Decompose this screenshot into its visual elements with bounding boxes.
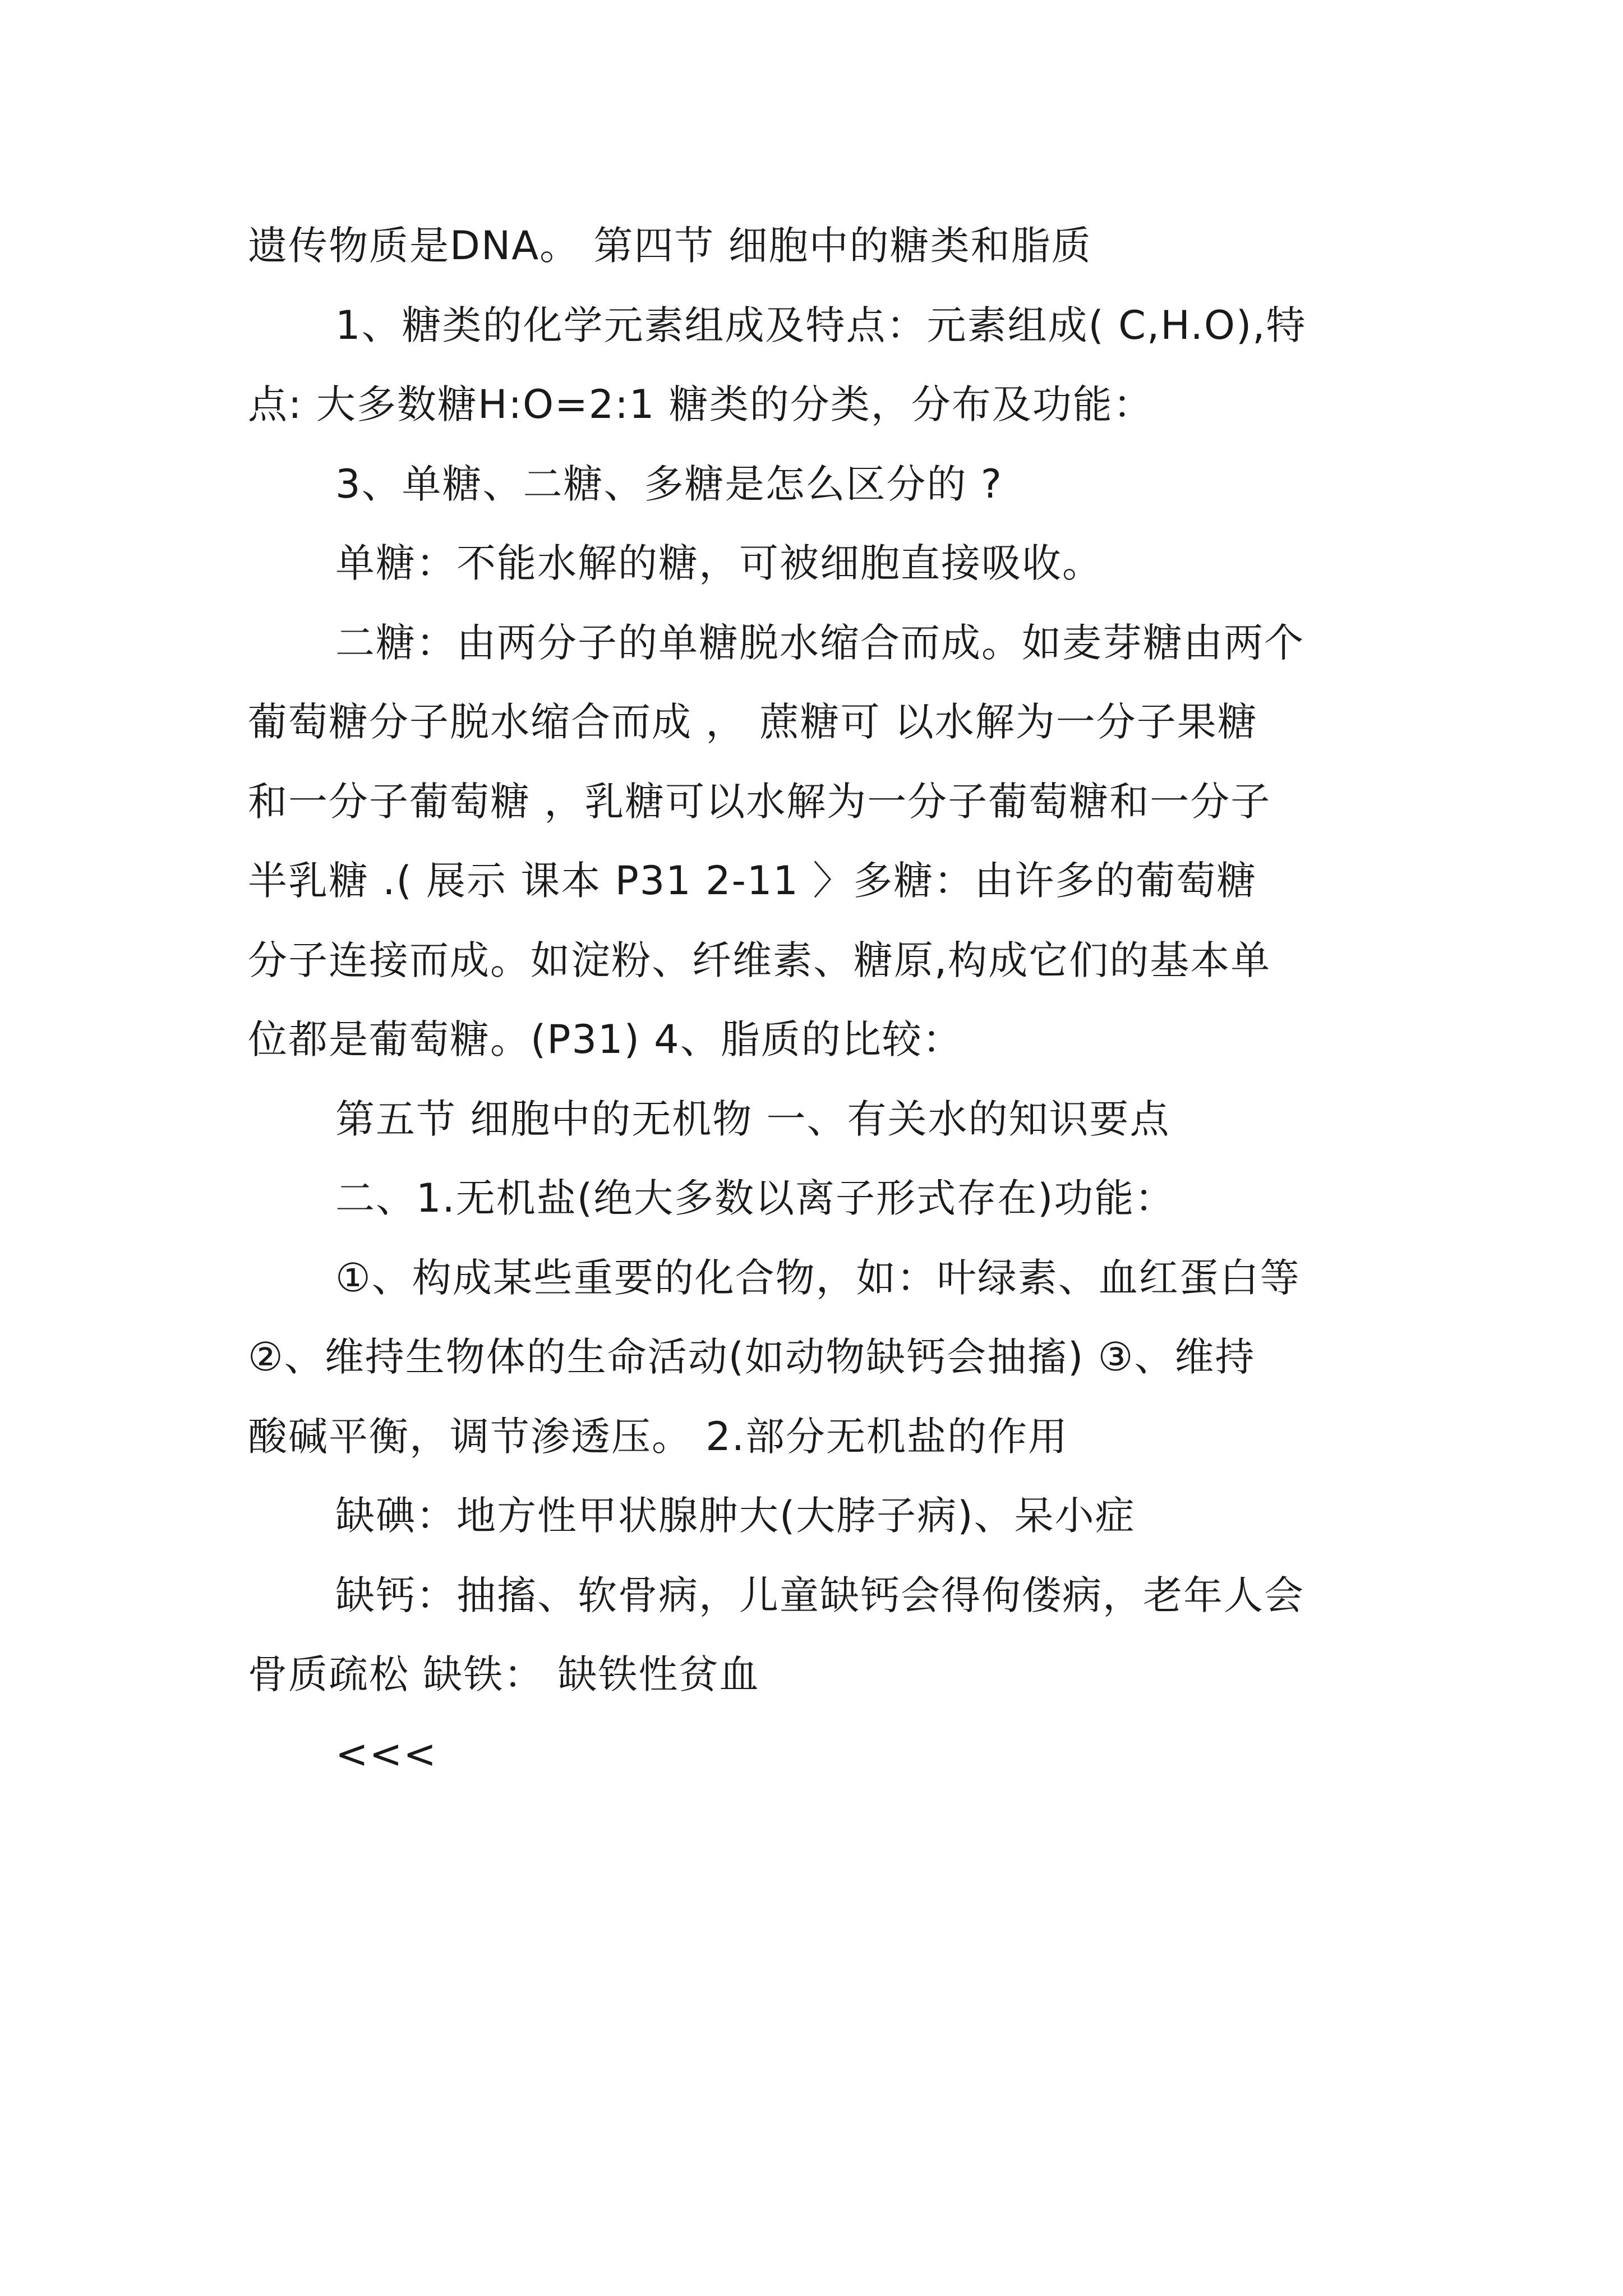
text-line-17: 缺碘：地方性甲状腺肿大(大脖子病)、呆小症 xyxy=(335,1493,1136,1539)
text-line-6: 二糖：由两分子的单糖脱水缩合而成。如麦芽糖由两个 xyxy=(335,619,1304,666)
text-line-4: 3、单糖、二糖、多糖是怎么区分的 ? xyxy=(335,461,1003,507)
text-line-14: ①、构成某些重要的化合物，如：叶绿素、血红蛋白等 xyxy=(335,1254,1301,1301)
text-line-5: 单糖：不能水解的糖，可被细胞直接吸收。 xyxy=(335,540,1103,586)
text-line-7: 葡萄糖分子脱水缩合而成 ， 蔗糖可 以水解为一分子果糖 xyxy=(248,699,1258,745)
text-line-1: 遗传物质是DNA。 第四节 细胞中的糖类和脂质 xyxy=(248,223,1092,269)
text-line-16: 酸碱平衡，调节渗透压。 2.部分无机盐的作用 xyxy=(248,1413,1069,1460)
text-line-15: ②、维持生物体的生命活动(如动物缺钙会抽搐) ③、维持 xyxy=(248,1334,1256,1380)
document-body xyxy=(248,206,1392,1794)
text-line-20: <<< xyxy=(335,1731,437,1777)
text-line-2: 1、糖类的化学元素组成及特点：元素组成( C,H.O),特 xyxy=(335,302,1307,348)
text-line-8: 和一分子葡萄糖 ，乳糖可以水解为一分子葡萄糖和一分子 xyxy=(248,778,1271,825)
text-line-3: 点: 大多数糖H:O=2:1 糖类的分类，分布及功能： xyxy=(248,381,1154,427)
text-line-13: 二、1.无机盐(绝大多数以离子形式存在)功能： xyxy=(335,1175,1175,1221)
text-line-18: 缺钙：抽搐、软骨病，儿童缺钙会得佝偻病，老年人会 xyxy=(335,1572,1304,1618)
text-line-9: 半乳糖 .( 展示 课本 P31 2-11 〉多糖：由许多的葡萄糖 xyxy=(248,858,1257,904)
text-line-19: 骨质疏松 缺铁： 缺铁性贫血 xyxy=(248,1651,760,1697)
text-line-10: 分子连接而成。如淀粉、纤维素、糖原,构成它们的基本单 xyxy=(248,937,1271,983)
text-line-12: 第五节 细胞中的无机物 一、有关水的知识要点 xyxy=(335,1096,1170,1142)
text-line-11: 位都是葡萄糖。(P31) 4、脂质的比较： xyxy=(248,1016,963,1062)
